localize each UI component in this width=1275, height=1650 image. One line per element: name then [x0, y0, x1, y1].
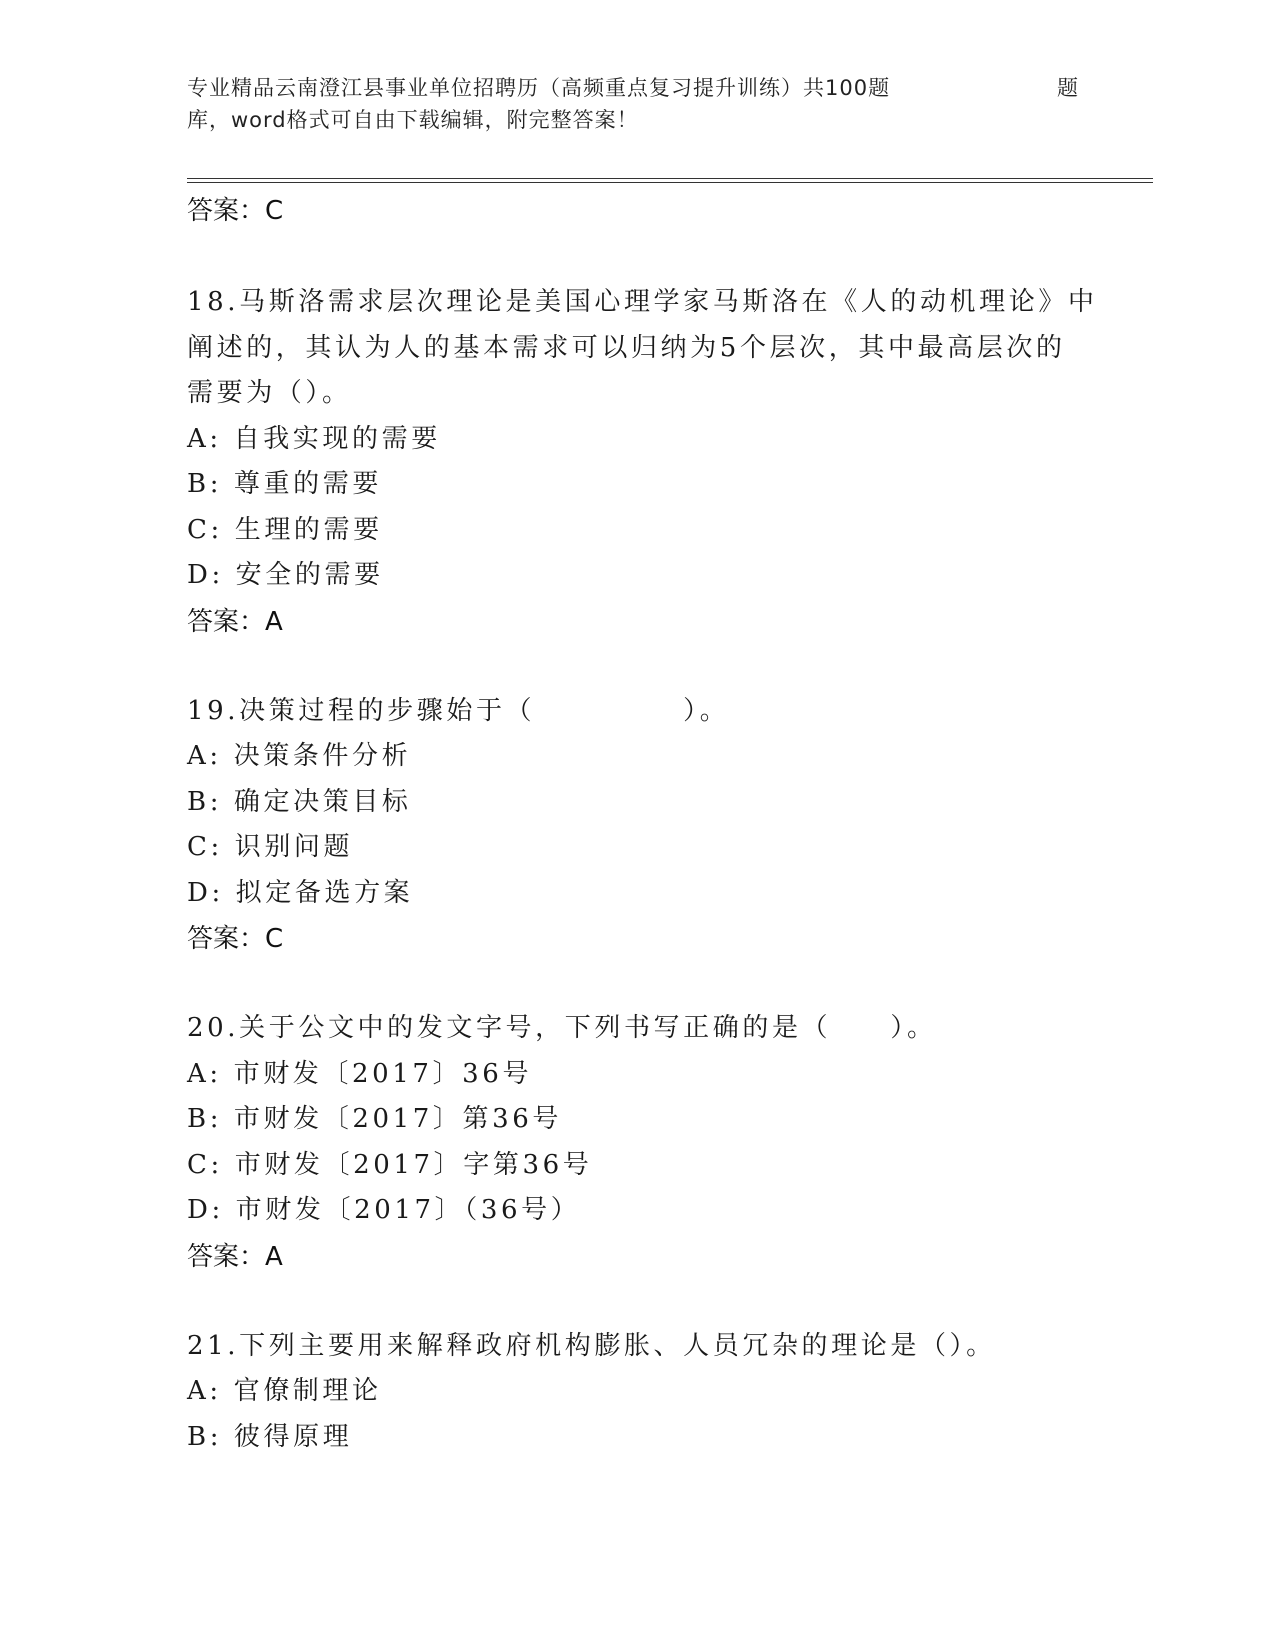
- header-line-2: 库，word格式可自由下载编辑，附完整答案！: [187, 108, 639, 132]
- option-b: B: 彼得原理: [187, 1421, 353, 1452]
- question-list: [187, 188, 1147, 1460]
- question-stem: [187, 1324, 1147, 1370]
- stem-line: 需要为（）。: [187, 378, 352, 408]
- header-rule-top: [187, 178, 1153, 179]
- option-a: A: 决策条件分析: [187, 741, 412, 771]
- question-18: [187, 280, 1147, 645]
- stem-line: 19.决策过程的步骤始于（ ）。: [187, 695, 730, 726]
- header-line-1: [187, 72, 1087, 104]
- spacer: [187, 645, 1147, 689]
- stem-line: 21.下列主要用来解释政府机构膨胀、人员冗杂的理论是（）。: [187, 1330, 996, 1361]
- question-21: [187, 1324, 1147, 1461]
- option-d: D: 拟定备选方案: [187, 877, 414, 908]
- header-title-text: 专业精品云南澄江县事业单位招聘历（高频重点复习提升训练）共100题: [187, 76, 891, 100]
- option-b: B: 确定决策目标: [187, 786, 412, 817]
- option-c: C: 市财发〔2017〕字第36号: [187, 1149, 593, 1180]
- stem-line: 18.马斯洛需求层次理论是美国心理学家马斯洛在《人的动机理论》中: [187, 287, 1098, 317]
- option-a: A: 自我实现的需要: [187, 423, 441, 454]
- option-d: D: 安全的需要: [187, 560, 384, 590]
- answer-line: 答案：A: [187, 1241, 283, 1272]
- spacer: [187, 234, 1147, 280]
- option-b: B: 市财发〔2017〕第36号: [187, 1104, 562, 1134]
- stem-line: 阐述的，其认为人的基本需求可以归纳为5个层次，其中最高层次的: [187, 332, 1066, 363]
- spacer: [187, 962, 1147, 1006]
- question-stem: [187, 280, 1147, 417]
- header-title-tail: 题: [1057, 76, 1079, 100]
- header-rule-bottom: [187, 182, 1153, 183]
- option-a: A: 官僚制理论: [187, 1376, 382, 1406]
- option-c: C: 生理的需要: [187, 514, 383, 545]
- previous-answer: 答案：C: [187, 196, 284, 226]
- stem-line: 20.关于公文中的发文字号，下列书写正确的是（ ）。: [187, 1013, 937, 1043]
- answer-line: 答案：A: [187, 606, 283, 637]
- question-stem: [187, 689, 1147, 735]
- question-stem: [187, 1006, 1147, 1052]
- option-d: D: 市财发〔2017〕（36号）: [187, 1195, 581, 1225]
- option-a: A: 市财发〔2017〕36号: [187, 1058, 533, 1089]
- spacer: [187, 1280, 1147, 1324]
- option-b: B: 尊重的需要: [187, 469, 382, 499]
- option-c: C: 识别问题: [187, 832, 354, 862]
- answer-line: 答案：C: [187, 924, 284, 954]
- question-20: [187, 1006, 1147, 1280]
- question-19: [187, 689, 1147, 963]
- document-header: [187, 72, 1087, 136]
